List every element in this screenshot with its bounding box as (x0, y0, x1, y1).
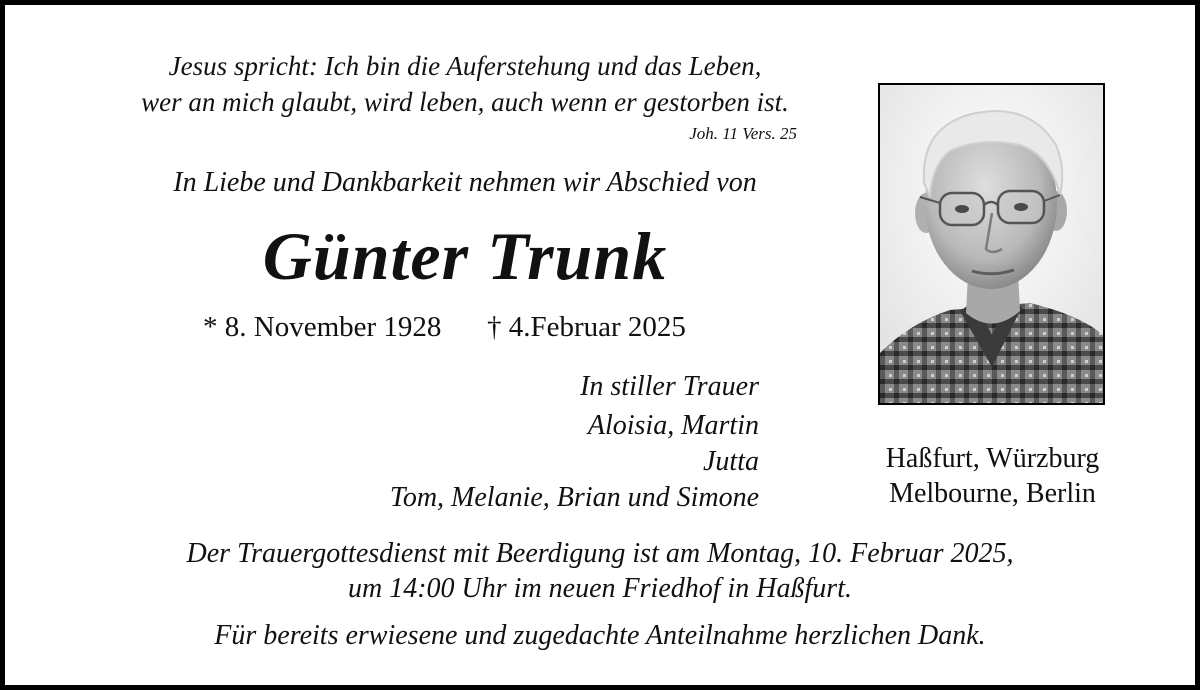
birth-date: * 8. November 1928 (203, 311, 442, 343)
mourner-line: Jutta (703, 446, 759, 477)
verse-line-1: Jesus spricht: Ich bin die Auferstehung und das Leben, (168, 51, 762, 81)
service-line-1: Der Trauergottesdienst mit Beerdigung ist am Montag, 10. Februar 2025, (186, 538, 1014, 569)
verse-reference: Joh. 11 Vers. 25 (689, 124, 797, 143)
deceased-name: Günter Trunk (262, 218, 668, 294)
verse-line-2: wer an mich glaubt, wird leben, auch wenn er gestorben ist. (141, 87, 789, 117)
portrait-photo (878, 83, 1105, 405)
intro-text: In Liebe und Dankbarkeit nehmen wir Abschied von (173, 167, 757, 198)
mourner-line: Aloisia, Martin (587, 410, 759, 441)
thanks-text: Für bereits erwiesene und zugedachte Anteilnahme herzlichen Dank. (214, 620, 986, 651)
places-line-2: Melbourne, Berlin (889, 478, 1096, 509)
mourner-line: Tom, Melanie, Brian und Simone (389, 482, 759, 513)
service-line-2: um 14:00 Uhr im neuen Friedhof in Haßfurt. (348, 573, 852, 604)
places-line-1: Haßfurt, Würzburg (885, 443, 1100, 474)
death-date: † 4.Februar 2025 (487, 311, 686, 343)
mourners-heading: In stiller Trauer (580, 371, 759, 402)
portrait-illustration (880, 85, 1103, 403)
